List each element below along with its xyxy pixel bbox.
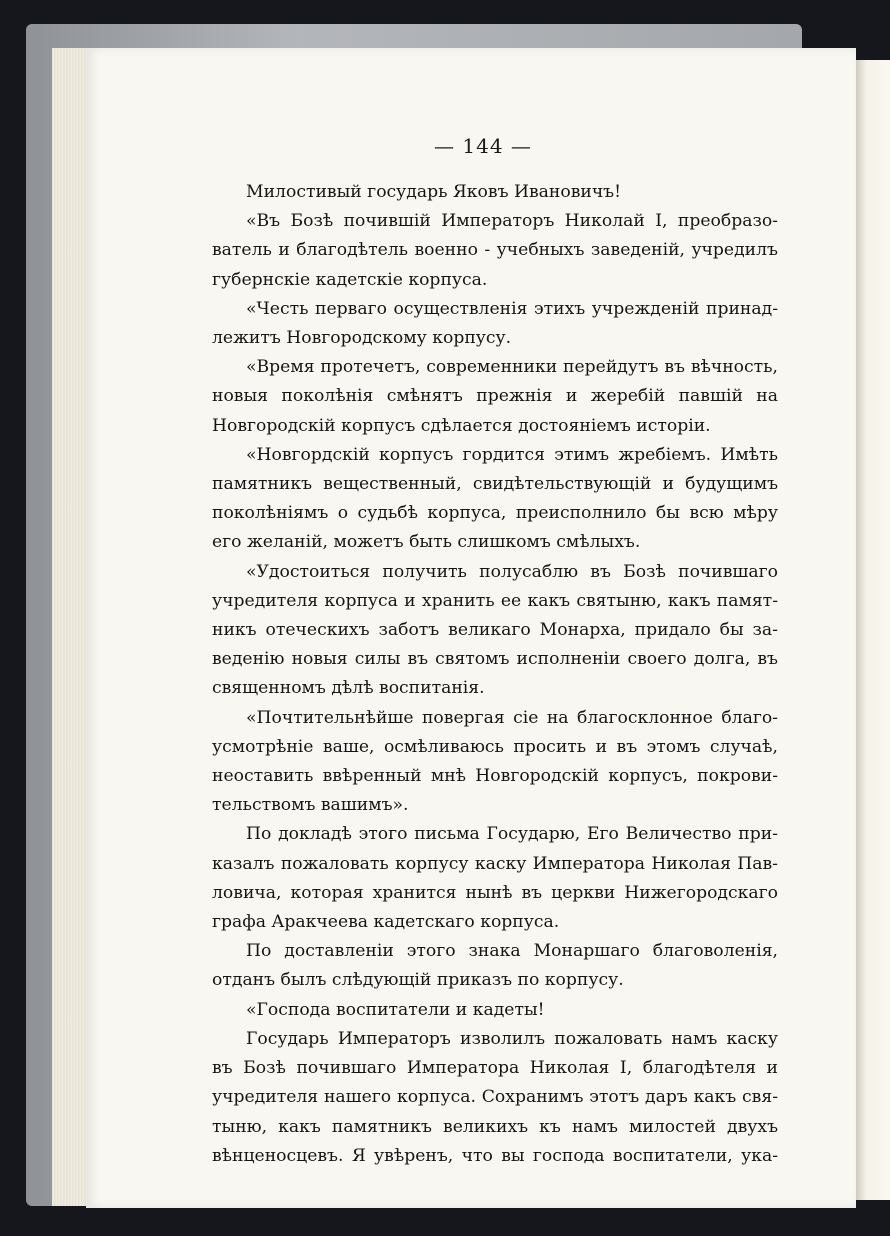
facing-page-edge (856, 60, 890, 1200)
paragraph (212, 996, 778, 1025)
text-line: Милостивый государь Яковъ Ивановичъ! (246, 182, 622, 202)
text-line: отданъ былъ слѣдующій приказъ по корпусу. (212, 970, 624, 991)
text-line: его желаній, можетъ быть слишкомъ смѣлыхъ. (212, 532, 641, 553)
paragraph (212, 295, 778, 353)
text-line: тыню, какъ памятникъ великихъ къ намъ милостей двухъ (212, 1116, 778, 1137)
page-text (212, 178, 778, 1171)
paragraph (212, 558, 778, 704)
text-line: графа Аракчеева кадетскаго корпуса. (212, 912, 560, 933)
text-line: ватель и благодѣтель военно - учебныхъ заведеній, учредилъ (212, 240, 778, 261)
book-page (86, 48, 856, 1208)
text-line: новыя поколѣнія смѣнятъ прежнія и жеребій павшій на (212, 386, 778, 407)
paragraph (212, 704, 778, 821)
text-line: Государь Императоръ изволилъ пожаловать намъ каску (246, 1028, 778, 1049)
text-line: памятникъ вещественный, свидѣтельствующій и будущимъ (212, 474, 778, 495)
paragraph (212, 178, 778, 207)
text-line: въ Бозѣ почившаго Императора Николая I, благодѣтеля и (212, 1058, 778, 1079)
text-line: усмотрѣніе ваше, осмѣливаюсь просить и въ этомъ случаѣ, (212, 736, 778, 757)
text-line: ловича, которая хранится нынѣ въ церкви Нижегородскаго (212, 882, 778, 903)
text-line: «Честь перваго осуществленія этихъ учрежденій принад- (246, 298, 778, 319)
text-line: По докладѣ этого письма Государю, Его Величество при- (246, 824, 778, 845)
text-line: поколѣніямъ о судьбѣ корпуса, преисполнило бы всю мѣру (212, 503, 778, 524)
text-line: казалъ пожаловать корпусу каску Императора Николая Пав- (212, 853, 778, 874)
text-line: «Господа воспитатели и кадеты! (246, 999, 545, 1020)
text-line: лежитъ Новгородскому корпусу. (212, 328, 512, 349)
text-line: Новгородскій корпусъ сдѣлается достояніемъ исторіи. (212, 415, 711, 436)
text-line: тельствомъ вашимъ». (212, 795, 409, 816)
text-line: По доставленіи этого знака Монаршаго благоволенія, (246, 941, 778, 962)
text-line: «Въ Бозѣ почившій Императоръ Николай I, преобразо- (246, 211, 778, 232)
text-line: веденію новыя силы въ святомъ исполненіи своего долга, въ (212, 649, 778, 670)
text-line: учредителя нашего корпуса. Сохранимъ этотъ даръ какъ свя- (212, 1087, 778, 1108)
text-line: учредителя корпуса и хранить ее какъ святыню, какъ памят- (212, 590, 778, 611)
text-line: священномъ дѣлѣ воспитанія. (212, 678, 485, 699)
paragraph (212, 937, 778, 995)
text-line: вѣнценосцевъ. Я увѣренъ, что вы господа воспитатели, ука- (212, 1145, 778, 1166)
text-line: неоставить ввѣренный мнѣ Новгородскій корпусъ, покрови- (212, 766, 778, 787)
text-line: никъ отеческихъ заботъ великаго Монарха, придало бы за- (212, 620, 778, 641)
paragraph (212, 820, 778, 937)
page-number: — 144 — (434, 134, 532, 158)
text-line: «Время протечетъ, современники перейдутъ въ вѣчность, (246, 357, 778, 378)
text-line: губернскіе кадетскіе корпуса. (212, 269, 488, 290)
text-line: «Почтительнѣйше повергая сіе на благосклонное благо- (246, 707, 778, 728)
text-line: «Новгордскій корпусъ гордится этимъ жребіемъ. Имѣть (246, 444, 778, 465)
paragraph (212, 1025, 778, 1171)
text-line: «Удостоиться получить полусаблю въ Бозѣ почившаго (246, 561, 778, 582)
paragraph (212, 441, 778, 558)
paragraph (212, 207, 778, 295)
paragraph (212, 353, 778, 441)
